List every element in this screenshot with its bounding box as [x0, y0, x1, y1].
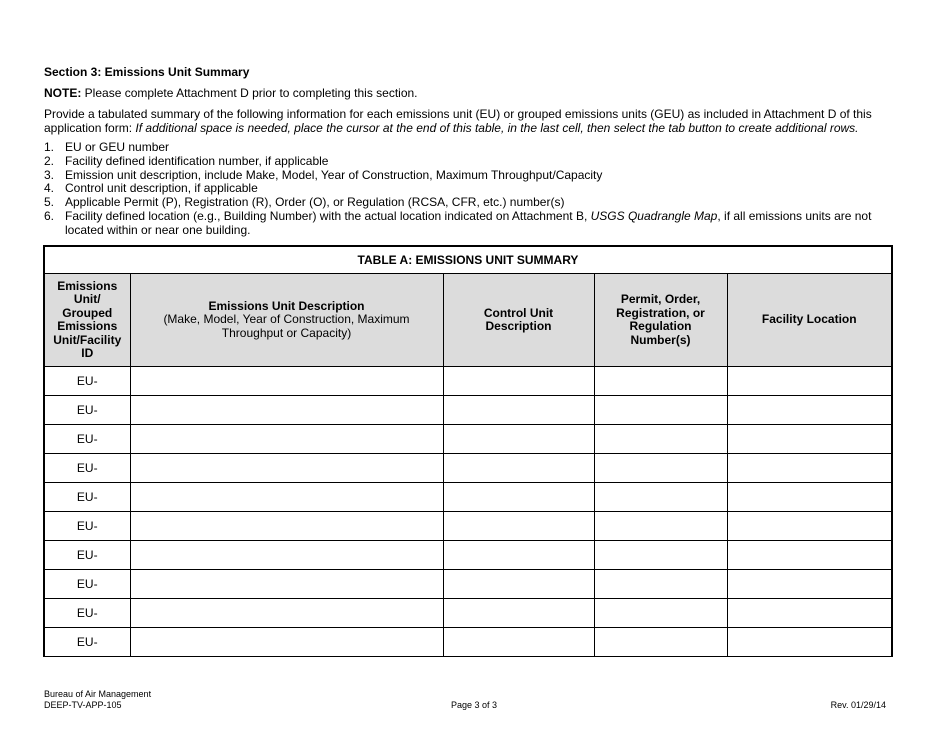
table-row [44, 628, 892, 657]
cell-control-unit[interactable] [443, 425, 594, 454]
list-item-number: 1. [44, 140, 55, 154]
table-row [44, 396, 892, 425]
cell-eu-id[interactable]: EU- [44, 599, 130, 628]
cell-eu-id[interactable]: EU- [44, 541, 130, 570]
cell-permit[interactable] [594, 512, 727, 541]
cell-facility-location[interactable] [727, 570, 892, 599]
intro-italic-text: If additional space is needed, place the cursor at the end of this table, in the last cell, then select the tab button to create additional rows. [135, 121, 859, 135]
list-item-text: Facility defined identification number, if applicable [65, 153, 329, 168]
cell-eu-description[interactable] [130, 396, 443, 425]
cell-control-unit[interactable] [443, 483, 594, 512]
list-item-number: 4. [44, 181, 55, 196]
list-item-text: Control unit description, if applicable [65, 181, 258, 196]
header-eu-description-title: Emissions Unit Description [208, 298, 365, 313]
cell-eu-id[interactable]: EU- [44, 425, 130, 454]
intro-paragraph [44, 107, 894, 135]
cell-eu-description[interactable] [130, 599, 443, 628]
list-item-italic: USGS Quadrangle Map [590, 208, 718, 223]
note-line [44, 86, 418, 100]
table-caption: TABLE A: EMISSIONS UNIT SUMMARY [44, 246, 892, 274]
cell-control-unit[interactable] [443, 541, 594, 570]
cell-permit[interactable] [594, 628, 727, 657]
header-eu-description-sub: (Make, Model, Year of Construction, Maximum Throughput or Capacity) [163, 312, 410, 340]
footer-form-id: DEEP-TV-APP-105 [44, 700, 122, 710]
table-body [44, 367, 892, 657]
table-row [44, 512, 892, 541]
cell-permit[interactable] [594, 367, 727, 396]
table-header-row [44, 274, 892, 367]
cell-control-unit[interactable] [443, 454, 594, 483]
cell-eu-id[interactable]: EU- [44, 367, 130, 396]
list-item-text: Emission unit description, include Make, Model, Year of Construction, Maximum Throughput/Capacity [65, 167, 603, 182]
list-item [44, 141, 894, 155]
cell-control-unit[interactable] [443, 628, 594, 657]
footer-org: Bureau of Air Management [44, 689, 152, 699]
cell-control-unit[interactable] [443, 570, 594, 599]
list-item-text: Facility defined location (e.g., Building Number) with the actual location indicated on Attachment B, [65, 208, 591, 223]
list-item-number: 5. [44, 195, 55, 210]
list-item-text: EU or GEU number [65, 140, 170, 154]
cell-eu-id[interactable]: EU- [44, 483, 130, 512]
cell-eu-id[interactable]: EU- [44, 570, 130, 599]
table-row [44, 570, 892, 599]
cell-permit[interactable] [594, 425, 727, 454]
note-text: Please complete Attachment D prior to completing this section. [81, 86, 418, 100]
cell-eu-id[interactable]: EU- [44, 454, 130, 483]
header-facility-location: Facility Location [727, 274, 892, 367]
cell-facility-location[interactable] [727, 541, 892, 570]
header-permit: Permit, Order, Registration, or Regulation Number(s) [594, 274, 727, 367]
cell-permit[interactable] [594, 599, 727, 628]
footer-left [44, 689, 151, 711]
cell-facility-location[interactable] [727, 512, 892, 541]
table-row [44, 541, 892, 570]
instruction-list [44, 141, 894, 238]
cell-permit[interactable] [594, 454, 727, 483]
cell-eu-description[interactable] [130, 512, 443, 541]
intro-text: Provide a tabulated summary of the following information for each emissions unit (EU) or grouped emissions units (GEU) as included in Attachment D of this application form: [44, 107, 872, 135]
cell-facility-location[interactable] [727, 483, 892, 512]
cell-eu-description[interactable] [130, 541, 443, 570]
footer-revision: Rev. 01/29/14 [830, 700, 886, 710]
list-item-text-end: , if all emissions units are not located within or near one building. [65, 208, 872, 237]
list-item [44, 169, 894, 183]
cell-control-unit[interactable] [443, 512, 594, 541]
list-item [44, 210, 894, 238]
list-item-number: 2. [44, 153, 55, 168]
list-item-number: 3. [44, 167, 55, 182]
header-eu-description [130, 274, 443, 367]
cell-eu-description[interactable] [130, 454, 443, 483]
cell-facility-location[interactable] [727, 599, 892, 628]
list-item [44, 182, 894, 196]
cell-control-unit[interactable] [443, 396, 594, 425]
cell-eu-id[interactable]: EU- [44, 396, 130, 425]
header-eu-id: Emissions Unit/ Grouped Emissions Unit/Facility ID [44, 274, 130, 367]
emissions-unit-table [43, 245, 893, 657]
cell-control-unit[interactable] [443, 599, 594, 628]
list-item-text: Applicable Permit (P), Registration (R), Order (O), or Regulation (RCSA, CFR, etc.) number(s) [65, 195, 565, 210]
cell-control-unit[interactable] [443, 367, 594, 396]
cell-eu-id[interactable]: EU- [44, 628, 130, 657]
table-row [44, 367, 892, 396]
cell-facility-location[interactable] [727, 396, 892, 425]
table-row [44, 599, 892, 628]
cell-eu-description[interactable] [130, 628, 443, 657]
cell-facility-location[interactable] [727, 628, 892, 657]
cell-permit[interactable] [594, 570, 727, 599]
cell-eu-description[interactable] [130, 570, 443, 599]
list-item-number: 6. [44, 208, 55, 223]
cell-eu-description[interactable] [130, 483, 443, 512]
cell-eu-description[interactable] [130, 367, 443, 396]
cell-permit[interactable] [594, 396, 727, 425]
cell-permit[interactable] [594, 541, 727, 570]
list-item [44, 196, 894, 210]
cell-facility-location[interactable] [727, 367, 892, 396]
cell-facility-location[interactable] [727, 454, 892, 483]
note-label: NOTE: [44, 86, 82, 100]
header-control-unit: Control Unit Description [443, 274, 594, 367]
list-item [44, 155, 894, 169]
cell-permit[interactable] [594, 483, 727, 512]
footer-page-number: Page 3 of 3 [451, 700, 498, 710]
cell-eu-id[interactable]: EU- [44, 512, 130, 541]
table-row [44, 483, 892, 512]
cell-eu-description[interactable] [130, 425, 443, 454]
table-row [44, 425, 892, 454]
table-row [44, 454, 892, 483]
cell-facility-location[interactable] [727, 425, 892, 454]
section-title: Section 3: Emissions Unit Summary [44, 65, 250, 79]
